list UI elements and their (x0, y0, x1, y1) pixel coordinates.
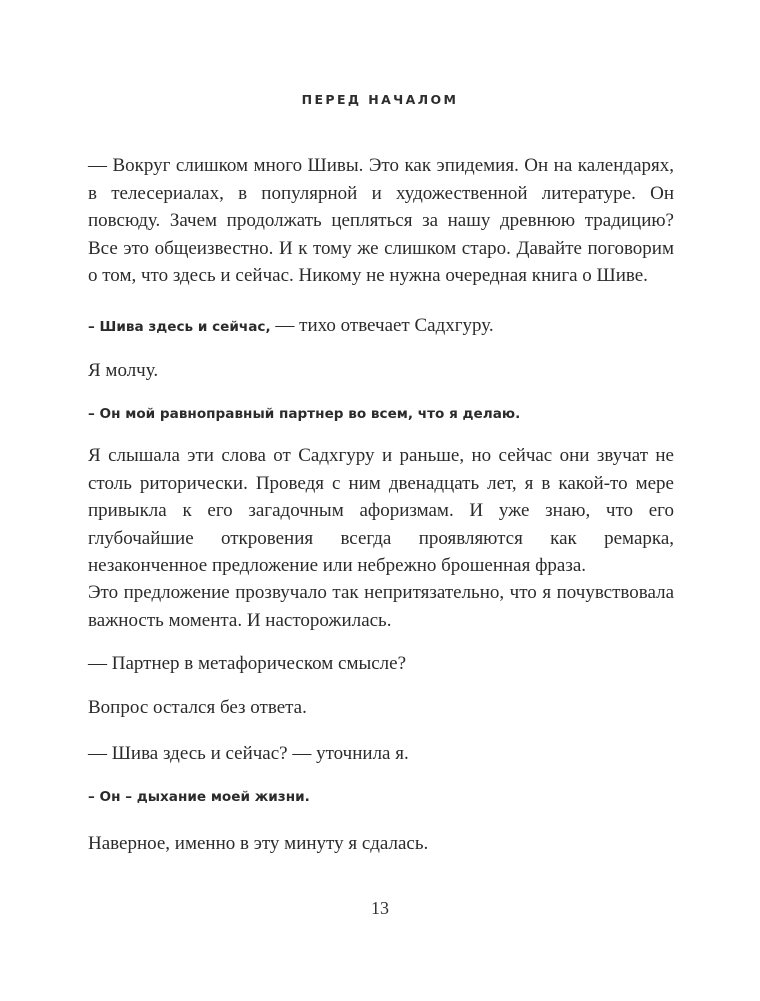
paragraph-3 (88, 357, 674, 385)
paragraph-9-text: — Шива здесь и сейчас? — уточнила я. (88, 743, 409, 764)
narration-reply: — тихо отвечает Садхгуру. (270, 315, 494, 336)
paragraph-2 (88, 315, 674, 337)
paragraph-7-text: — Партнер в метафорическом смысле? (88, 653, 407, 674)
paragraph-1 (88, 152, 674, 290)
sadhguru-quote-3: – Он – дыхание моей жизни. (88, 789, 310, 805)
paragraph-5-text: Я слышала эти слова от Садхгуру и раньше, но сейчас они звучат не столь риторически. Проведя с ним двенадцать лет, я в какой-то мере привыкла к его загадочным афоризмам. И уже знаю, что его глубочайшие откровения всегда проявляются как ремарка, незаконченное предложение или небрежно брошенная фраза. (88, 445, 674, 576)
paragraph-8-text: Вопрос остался без ответа. (88, 697, 307, 718)
paragraph-4 (88, 406, 674, 422)
paragraph-11-text: Наверное, именно в эту минуту я сдалась. (88, 833, 429, 854)
page-number: 13 (371, 898, 389, 918)
paragraph-10 (88, 789, 674, 805)
paragraph-6-text: Это предложение прозвучало так непритязательно, что я почувствовала важность момента. И насторожилась. (88, 582, 674, 631)
paragraph-11 (88, 830, 674, 858)
paragraph-8 (88, 694, 674, 722)
paragraph-9 (88, 740, 674, 768)
paragraph-1-text: — Вокруг слишком много Шивы. Это как эпидемия. Он на календарях, в телесериалах, в популярной и художественной литературе. Он повсюду. Зачем продолжать цепляться за нашу древнюю традицию? Все это общеизвестно. И к тому же слишком старо. Давайте поговорим о том, что здесь и сейчас. Никому не нужна очередная книга о Шиве. (88, 155, 674, 286)
paragraph-7 (88, 650, 674, 678)
paragraph-6 (88, 579, 674, 634)
chapter-header: ПЕРЕД НАЧАЛОМ (301, 92, 459, 107)
sadhguru-quote-2: – Он мой равноправный партнер во всем, что я делаю. (88, 406, 521, 422)
paragraph-5 (88, 442, 674, 580)
sadhguru-quote-1: – Шива здесь и сейчас, (88, 319, 271, 335)
paragraph-3-text: Я молчу. (88, 360, 159, 381)
